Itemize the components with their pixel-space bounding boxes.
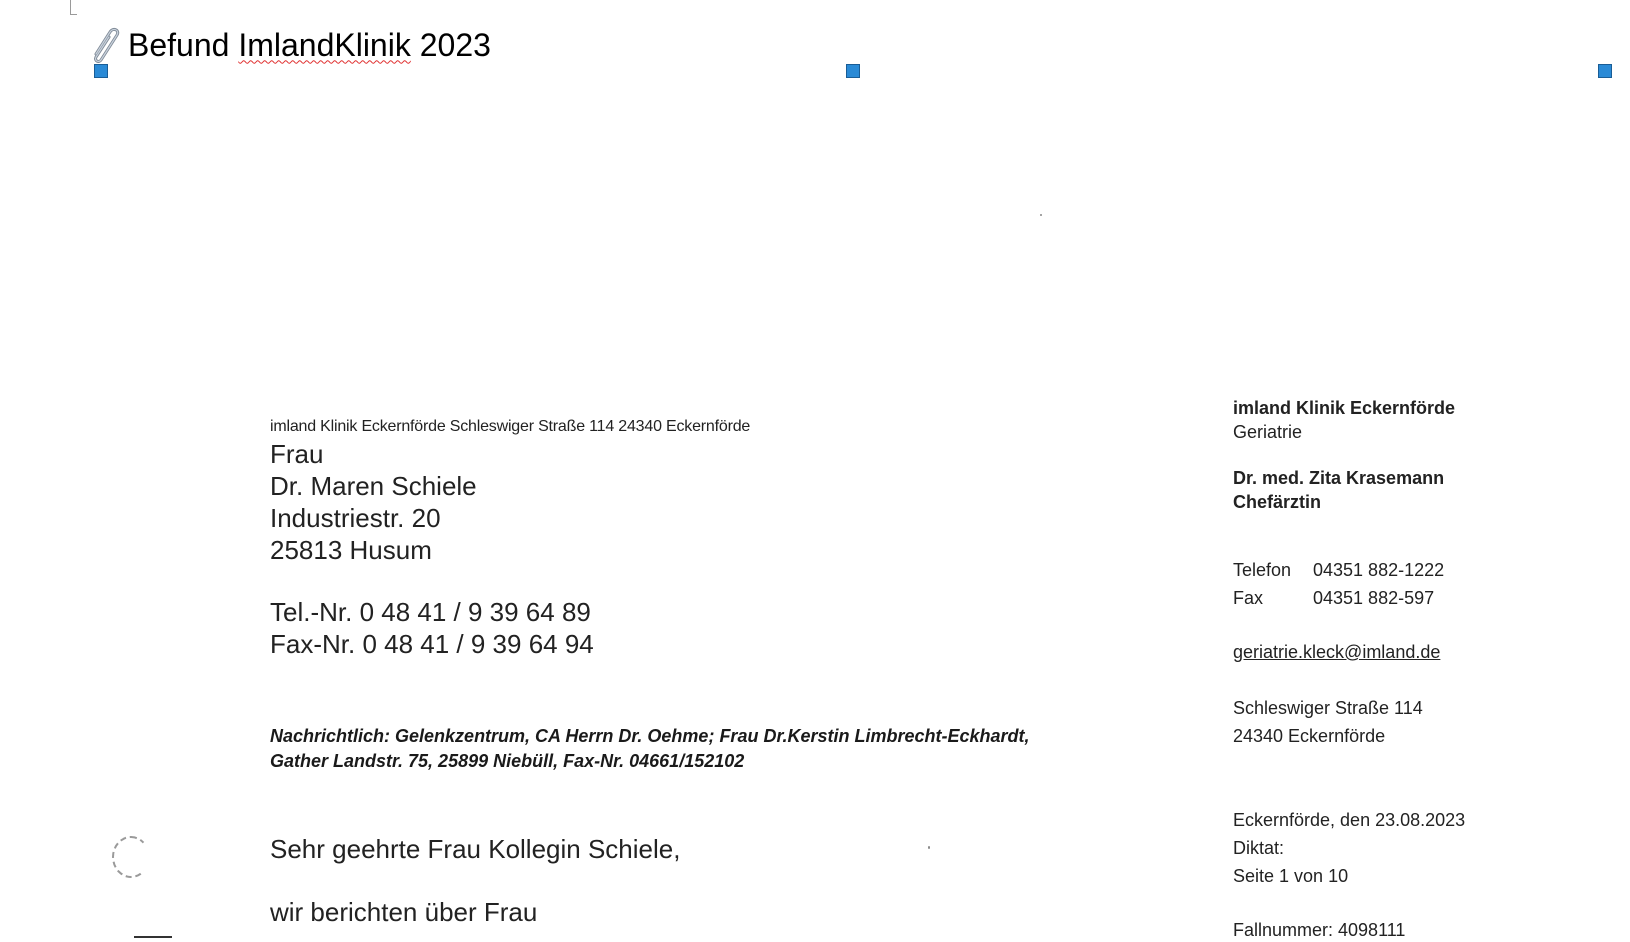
recipient-contact bbox=[270, 596, 594, 660]
letter-date: Eckernförde, den 23.08.2023 bbox=[1233, 810, 1466, 830]
phone-value: 04351 882-1222 bbox=[1313, 560, 1445, 580]
letter-salutation: Sehr geehrte Frau Kollegin Schiele, bbox=[270, 834, 681, 864]
case-number: Fallnummer: 4098111 bbox=[1233, 920, 1406, 940]
fold-mark bbox=[134, 936, 172, 942]
clinic-city: 24340 Eckernförde bbox=[1233, 726, 1386, 746]
recipient-city: 25813 Husum bbox=[270, 535, 432, 565]
clinic-name: imland Klinik Eckernförde bbox=[1233, 398, 1456, 418]
doctor-name: Dr. med. Zita Krasemann bbox=[1233, 468, 1445, 488]
email-link: geriatrie.kleck@imland.de bbox=[1233, 642, 1441, 662]
recipient-address bbox=[270, 438, 477, 566]
recipient-fax: Fax-Nr. 0 48 41 / 9 39 64 94 bbox=[270, 629, 594, 659]
title-misspelled-word: ImlandKlinik bbox=[238, 26, 411, 63]
sidebar-doctor bbox=[1233, 466, 1444, 514]
title-prefix: Befund bbox=[128, 26, 239, 63]
recipient-salutation-word: Frau bbox=[270, 439, 324, 469]
letter-intro: wir berichten über Frau bbox=[270, 897, 538, 927]
page-info: Seite 1 von 10 bbox=[1233, 866, 1349, 886]
dictation-label: Diktat: bbox=[1233, 838, 1285, 858]
sidebar-phone-fax bbox=[1233, 556, 1444, 612]
recipient-street: Industriestr. 20 bbox=[270, 503, 441, 533]
sidebar-email bbox=[1233, 640, 1440, 664]
scan-speck bbox=[1040, 214, 1042, 216]
title-suffix: 2023 bbox=[410, 26, 491, 63]
scan-speck bbox=[928, 846, 930, 849]
doctor-role: Chefärztin bbox=[1233, 492, 1322, 512]
cc-line-1: Nachrichtlich: Gelenkzentrum, CA Herrn Dr. Oehme; Frau Dr.Kerstin Limbrecht-Eckhardt, bbox=[270, 726, 1030, 746]
sidebar-date-block bbox=[1233, 806, 1465, 890]
sidebar-address bbox=[1233, 694, 1423, 750]
fax-label: Fax bbox=[1233, 588, 1264, 608]
punch-hole-mark bbox=[112, 836, 150, 878]
cc-notice bbox=[270, 724, 1030, 774]
fax-value: 04351 882-597 bbox=[1313, 588, 1435, 608]
clinic-street: Schleswiger Straße 114 bbox=[1233, 698, 1423, 718]
sender-return-address: imland Klinik Eckernförde Schleswiger Straße 114 24340 Eckernförde bbox=[270, 418, 751, 435]
phone-label: Telefon bbox=[1233, 560, 1292, 580]
sidebar-clinic bbox=[1233, 396, 1455, 444]
recipient-phone: Tel.-Nr. 0 48 41 / 9 39 64 89 bbox=[270, 597, 591, 627]
recipient-name: Dr. Maren Schiele bbox=[270, 471, 477, 501]
cc-line-2: Gather Landstr. 75, 25899 Niebüll, Fax-Nr. 04661/152102 bbox=[270, 751, 745, 771]
clinic-department: Geriatrie bbox=[1233, 422, 1303, 442]
